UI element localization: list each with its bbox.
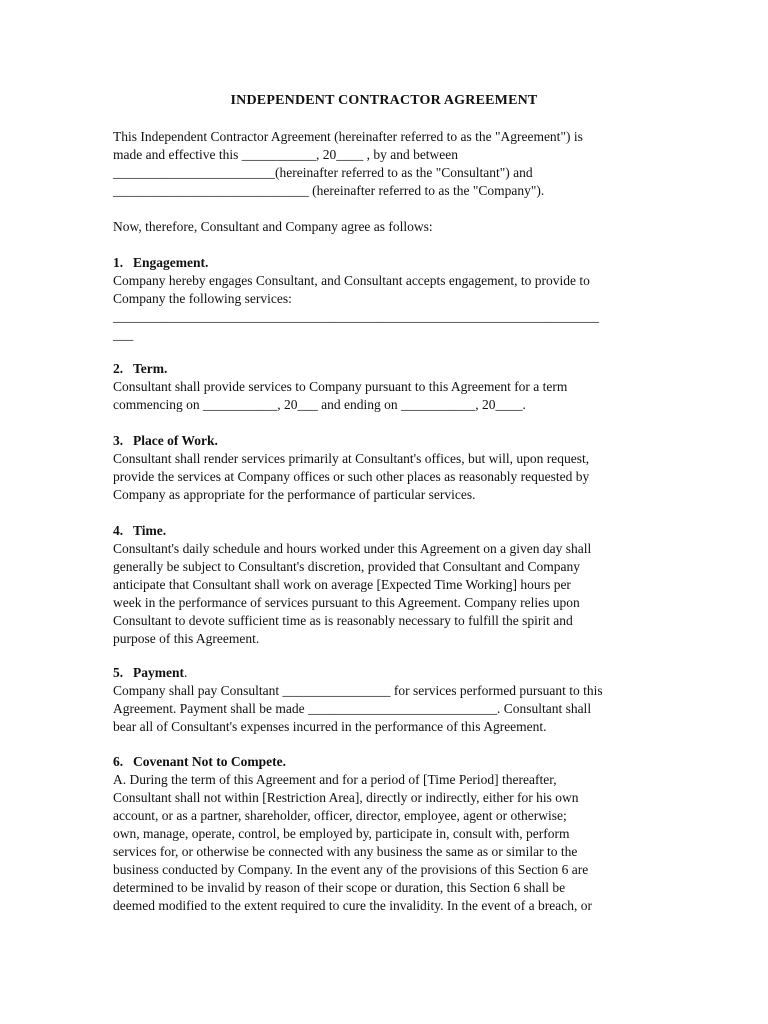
section-payment (113, 664, 661, 736)
intro-paragraph (113, 128, 661, 200)
section-line: Consultant shall provide services to Company pursuant to this Agreement for a term (113, 379, 568, 394)
intro-line: This Independent Contractor Agreement (hereinafter referred to as the "Agreement") is (113, 129, 583, 144)
section-line: generally be subject to Consultant's discretion, provided that Consultant and Company (113, 559, 580, 574)
section-line: business conducted by Company. In the event any of the provisions of this Section 6 are (113, 862, 589, 877)
section-line: services for, or otherwise be connected with any business the same as or similar to the (113, 844, 578, 859)
section-number: 6. (113, 754, 124, 769)
preamble-line: Now, therefore, Consultant and Company agree as follows: (113, 219, 433, 234)
heading-period: . (184, 665, 188, 680)
section-heading (113, 360, 661, 378)
section-covenant-not-to-compete (113, 753, 661, 915)
section-line: determined to be invalid by reason of their scope or duration, this Section 6 shall be (113, 880, 566, 895)
section-line: Company as appropriate for the performance of particular services. (113, 487, 476, 502)
section-line: account, or as a partner, shareholder, officer, director, employee, agent or otherwise; (113, 808, 567, 823)
section-heading (113, 254, 661, 272)
section-number: 5. (113, 665, 124, 680)
section-time (113, 522, 661, 648)
section-line: ___ (113, 327, 134, 342)
section-line: Consultant to devote sufficient time as is reasonably necessary to fulfill the spirit and (113, 613, 573, 628)
section-line: own, manage, operate, control, be employed by, participate in, consult with, perform (113, 826, 570, 841)
section-line: week in the performance of services pursuant to this Agreement. Company relies upon (113, 595, 580, 610)
intro-line: _____________________________ (hereinafter referred to as the "Company"). (113, 183, 545, 198)
section-number: 3. (113, 433, 124, 448)
section-line: bear all of Consultant's expenses incurred in the performance of this Agreement. (113, 719, 547, 734)
section-line: Consultant shall not within [Restriction Area], directly or indirectly, either for his own (113, 790, 579, 805)
section-heading-text: Payment (133, 665, 184, 680)
section-heading-text: Covenant Not to Compete. (133, 754, 286, 769)
section-line: ________________________________________________________________________ (113, 309, 599, 324)
section-heading-text: Term. (133, 361, 168, 376)
preamble-paragraph (113, 218, 661, 236)
section-line: commencing on ___________, 20___ and ending on ___________, 20____. (113, 397, 526, 412)
section-heading-text: Place of Work. (133, 433, 218, 448)
section-line: Consultant shall render services primarily at Consultant's offices, but will, upon request, (113, 451, 590, 466)
section-heading (113, 664, 661, 682)
section-line: purpose of this Agreement. (113, 631, 260, 646)
section-line: Company the following services: (113, 291, 292, 306)
section-place-of-work (113, 432, 661, 504)
section-number: 2. (113, 361, 124, 376)
section-heading-text: Time. (133, 523, 167, 538)
section-heading-text: Engagement. (133, 255, 209, 270)
intro-line: made and effective this ___________, 20____ , by and between (113, 147, 459, 162)
section-heading (113, 753, 661, 771)
section-line: Company hereby engages Consultant, and Consultant accepts engagement, to provide to (113, 273, 590, 288)
section-heading (113, 522, 661, 540)
section-line: provide the services at Company offices or such other places as reasonably requested by (113, 469, 590, 484)
section-engagement (113, 254, 661, 344)
section-line: A. During the term of this Agreement and for a period of [Time Period] thereafter, (113, 772, 557, 787)
section-heading (113, 432, 661, 450)
section-number: 1. (113, 255, 124, 270)
section-term (113, 360, 661, 414)
section-line: Company shall pay Consultant ________________ for services performed pursuant to this (113, 683, 603, 698)
section-line: deemed modified to the extent required to cure the invalidity. In the event of a breach, or (113, 898, 592, 913)
section-line: anticipate that Consultant shall work on average [Expected Time Working] hours per (113, 577, 571, 592)
document-title: INDEPENDENT CONTRACTOR AGREEMENT (230, 93, 538, 108)
section-number: 4. (113, 523, 124, 538)
section-line: Consultant's daily schedule and hours worked under this Agreement on a given day shall (113, 541, 592, 556)
intro-line: ________________________(hereinafter referred to as the "Consultant") and (113, 165, 533, 180)
section-line: Agreement. Payment shall be made ____________________________. Consultant shall (113, 701, 592, 716)
